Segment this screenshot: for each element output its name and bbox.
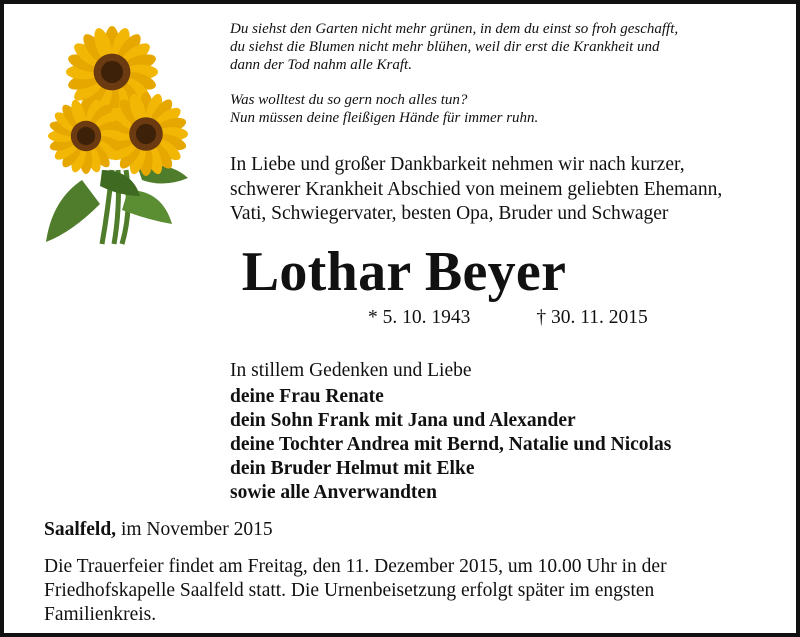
intro-line: In Liebe und großer Dankbarkeit nehmen wir nach kurzer,: [230, 154, 685, 175]
funeral-line: Friedhofskapelle Saalfeld statt. Die Urnenbeisetzung erfolgt später im engsten: [44, 580, 655, 601]
intro-line: schwerer Krankheit Abschied von meinem geliebten Ehemann,: [230, 178, 723, 200]
poem: [230, 20, 775, 127]
poem-line: Du siehst den Garten nicht mehr grünen, in dem du einst so froh geschafft,: [230, 21, 679, 37]
family-member: deine Tochter Andrea mit Bernd, Natalie und Nicolas: [230, 434, 672, 455]
poem-line: Was wolltest du so gern noch alles tun?: [230, 92, 468, 108]
birth-date: * 5. 10. 1943: [368, 307, 471, 328]
place-date: [44, 518, 273, 542]
family-member: deine Frau Renate: [230, 386, 384, 407]
family-list: [230, 385, 671, 505]
place-city: Saalfeld,: [44, 519, 117, 540]
deceased-name: Lothar Beyer: [241, 241, 567, 303]
funeral-info: [44, 555, 784, 627]
intro-line: Vati, Schwiegervater, besten Opa, Bruder und Schwager: [230, 203, 669, 224]
family-member: dein Sohn Frank mit Jana und Alexander: [230, 410, 576, 431]
life-dates: [368, 306, 648, 330]
poem-line: dann der Tod nahm alle Kraft.: [230, 57, 412, 73]
family-member: dein Bruder Helmut mit Elke: [230, 458, 475, 479]
poem-line: Nun müssen deine fleißigen Hände für immer ruhn.: [230, 110, 539, 126]
place-month: im November 2015: [120, 519, 273, 540]
death-date: † 30. 11. 2015: [536, 307, 648, 328]
sunflower-bouquet-icon: [42, 20, 202, 246]
intro-text: [230, 153, 790, 227]
funeral-line: Familienkreis.: [44, 604, 157, 625]
funeral-line: Die Trauerfeier findet am Freitag, den 11. Dezember 2015, um 10.00 Uhr in der: [44, 556, 667, 577]
remembrance-line: In stillem Gedenken und Liebe: [230, 360, 472, 381]
poem-line: du siehst die Blumen nicht mehr blühen, weil dir erst die Krankheit und: [230, 39, 660, 55]
family-member: sowie alle Anverwandten: [230, 482, 437, 503]
